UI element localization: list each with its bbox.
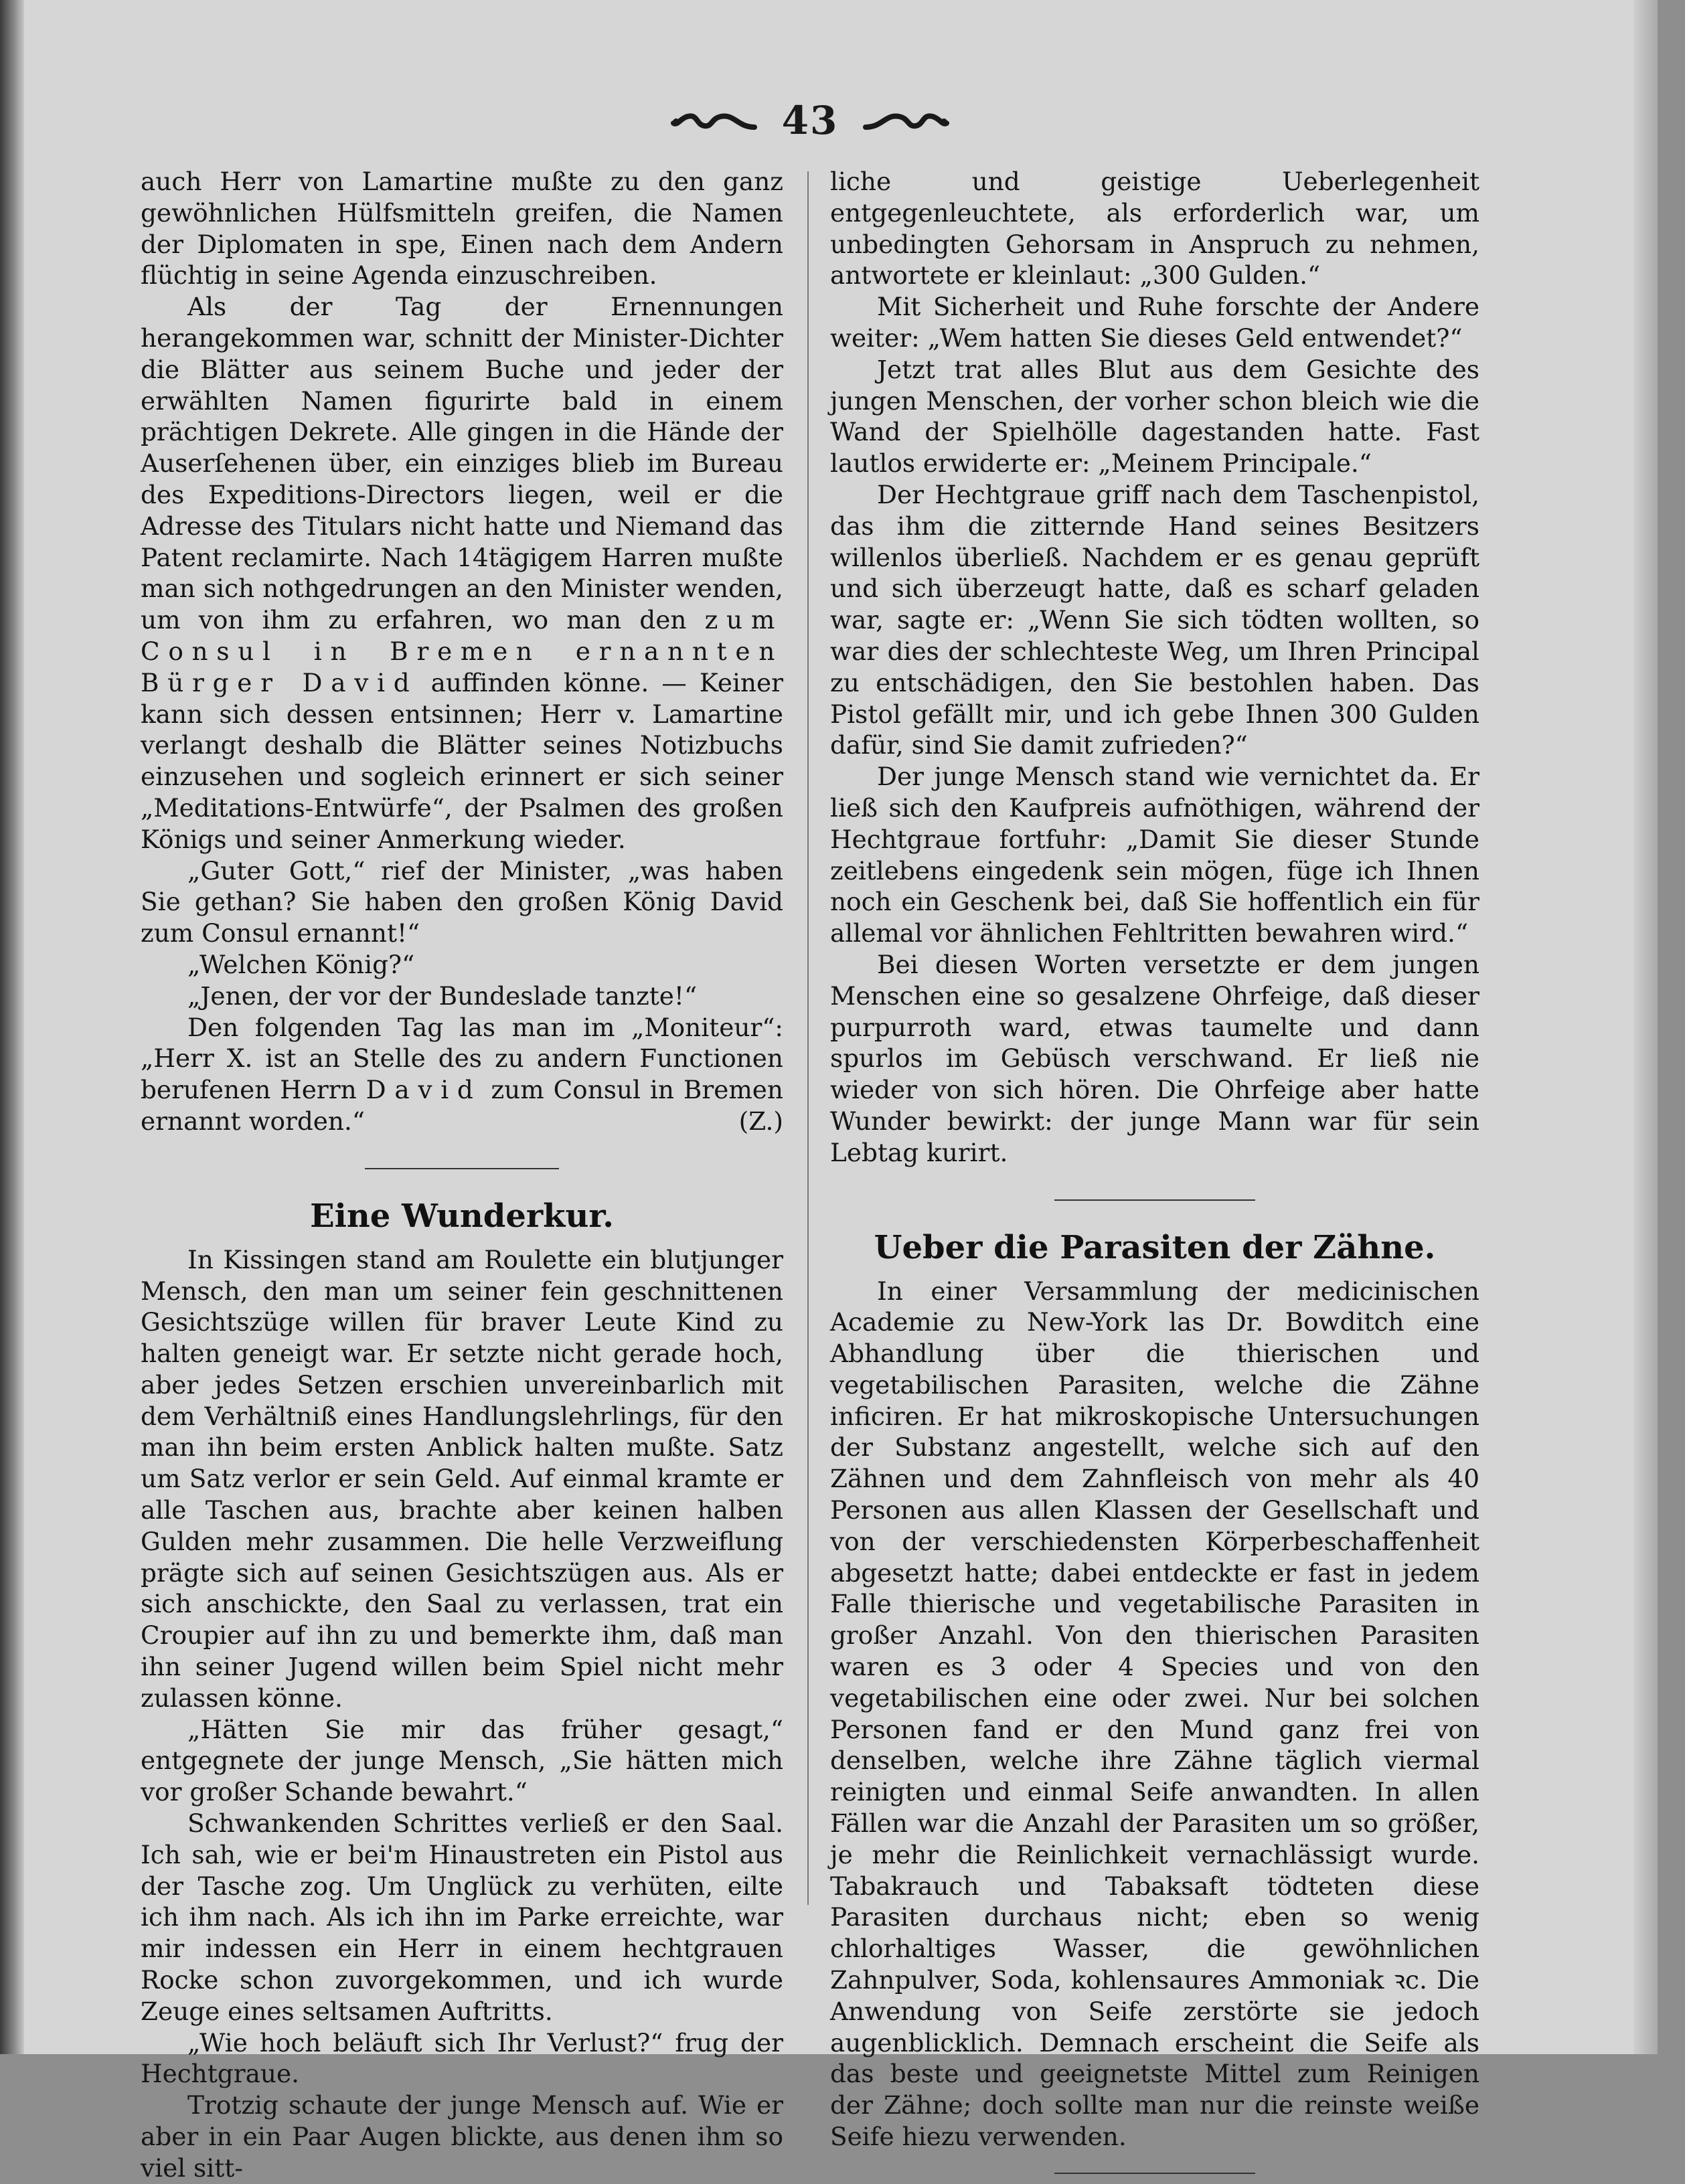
paragraph: „Hätten Sie mir das früher gesagt,“ entgegnete der junge Mensch, „Sie hätten mich vor großer Schande bewahrt.“ — [141, 1714, 783, 1807]
paragraph: Der Hechtgraue griff nach dem Taschenpistol, das ihm die zitternde Hand seines Besitzers willenlos überließ. Nachdem er es genau geprüft und sich überzeugt hatte, daß es scharf geladen war, sagte er: „Wenn Sie sich tödten wollten, so war dies der schlechteste Weg, um Ihren Principal zu entschädigen, den Sie bestohlen haben. Das Pistol gefällt mir, und ich gebe Ihnen 300 Gulden dafür, sind Sie damit zufrieden?“ — [830, 479, 1479, 760]
spaced-text: zum Consul in Bremen ernannten Bürger David — [141, 605, 783, 697]
page-number: 43 — [781, 98, 839, 143]
paragraph: „Guter Gott,“ rief der Minister, „was haben Sie gethan? Sie haben den großen König David zum Consul ernannt!“ — [141, 855, 783, 948]
paragraph: Mit Sicherheit und Ruhe forschte der Andere weiter: „Wem hatten Sie dieses Geld entwendet?“ — [830, 292, 1479, 353]
article-heading: Eine Wunderkur. — [310, 1197, 614, 1235]
right-ornament-icon — [862, 107, 949, 134]
paragraph-text: Als der Tag der Ernennungen herangekommen war, schnitt der Minister-Dichter die Blätter aus seinem Buche und jeder der erwählten Namen figurirte bald in einem prächtigen Dekrete. Alle gingen in die Hände der Auserſehenen über, ein einziges blieb im Bureau des Expeditions-Directors liegen, weil er die Adresse des Titulars nicht hatte und Niemand das Patent reclamirte. Nach 14tägigem Harren mußte man sich nothgedrungen an den Minister wenden, um von ihm zu erfahren, wo man den — [141, 292, 783, 635]
section-rule — [365, 1168, 559, 1169]
section-rule — [1054, 1199, 1255, 1201]
paragraph — [141, 1012, 783, 1137]
paragraph-text: zum Consul in Bremen ernannt worden.“ — [141, 1075, 783, 1136]
paragraph: „Jenen, der vor der Bundeslade tanzte!“ — [187, 981, 698, 1011]
paragraph: auch Herr von Lamartine mußte zu den ganz gewöhnlichen Hülfsmitteln greifen, die Namen der Diplomaten in spe, Einen nach dem Andern flüchtig in seine Agenda einzuschreiben. — [141, 167, 783, 290]
paragraph: In Kissingen stand am Roulette ein blutjunger Mensch, den man um seiner fein geschnittenen Gesichtszüge willen für braver Leute Kind zu halten geneigt war. Er setzte nicht gerade hoch, aber jedes Setzen erschien unvereinbarlich mit dem Verhältniß eines Handlungslehrlings, für den man ihn beim ersten Anblick halten mußte. Satz um Satz verlor er sein Geld. Auf einmal kramte er alle Taschen aus, brachte aber keinen halben Gulden mehr zusammen. Die helle Verzweiflung prägte sich auf seinen Gesichtszügen aus. Als er sich anschickte, den Saal zu verlassen, trat ein Croupier auf ihn zu und bemerkte ihm, daß man ihn seiner Jugend willen beim Spiel nicht mehr zulassen könne. — [141, 1244, 783, 1713]
article-heading: Ueber die Parasiten der Zähne. — [874, 1228, 1436, 1266]
page-header — [656, 94, 964, 147]
paragraph: Bei diesen Worten versetzte er dem jungen Menschen eine so gesalzene Ohrfeige, daß dieser purpurroth ward, etwas taumelte und dann spurlos im Gebüsch verschwand. Er ließ nie wieder von sich hören. Die Ohrfeige aber hatte Wunder bewirkt: der junge Mann war für sein Lebtag kurirt. — [830, 949, 1479, 1167]
paragraph-text: auffinden könne. — Keiner kann sich dessen entsinnen; Herr v. Lamartine verlangt deshalb die Blätter seines Notizbuchs einzusehen und sogleich erinnert er sich seiner „Meditations-Entwürfe“, der Psalmen des großen Königs und seiner Anmerkung wieder. — [141, 667, 784, 854]
paragraph — [141, 291, 783, 855]
paragraph: In einer Versammlung der medicinischen Academie zu New-York las Dr. Bowditch eine Abhandlung über die thierischen und vegetabilischen Parasiten, welche die Zähne inficiren. Er hat mikroskopische Untersuchungen der Substanz angestellt, welche sich auf den Zähnen und dem Zahnfleisch von mehr als 40 Personen aus allen Klassen der Gesellschaft und von der verschiedensten Körperbeschaffenheit abgesetzt hatte; dabei entdeckte er fast in jedem Falle thierische und vegetabilische Parasiten in großer Anzahl. Von den thierischen Parasiten waren es 3 oder 4 Species und von den vegetabilischen eine oder zwei. Nur bei solchen Personen fand er den Mund ganz frei von denselben, welche ihre Zähne täglich viermal reinigten und einmal Seife anwandten. In allen Fällen war die Anzahl der Parasiten um so größer, je mehr die Reinlichkeit vernachlässigt wurde. Tabakrauch und Tabaksaft tödteten diese Parasiten durchaus nicht; eben so wenig chlorhaltiges Wasser, die gewöhnlichen Zahnpulver, Soda, kohlensaures Ammoniak ꝛc. Die Anwendung von Seife zerstörte sie jedoch augenblicklich. Demnach erscheint die Seife als das beste und geeignetste Mittel zum Reinigen der Zähne; doch sollte man nur die reinste weiße Seife hiezu verwenden. — [830, 1276, 1479, 2152]
right-column — [830, 166, 1479, 2174]
paragraph: „Welchen König?“ — [187, 949, 415, 979]
paragraph: „Wie hoch beläuft sich Ihr Verlust?“ frug der Hechtgraue. — [141, 2027, 783, 2089]
paragraph: Schwankenden Schrittes verließ er den Saal. Ich sah, wie er bei'm Hinaustreten ein Pistol aus der Tasche zog. Um Unglück zu verhüten, eilte ich ihm nach. Als ich ihn im Parke erreichte, war mir indessen ein Herr in einem hechtgrauen Rocke schon zuvorgekommen, und ich wurde Zeuge eines seltsamen Auftritts. — [141, 1809, 783, 2026]
left-ornament-icon — [671, 107, 758, 134]
paragraph: Der junge Mensch stand wie vernichtet da. Er ließ sich den Kaufpreis aufnöthigen, während der Hechtgraue fortfuhr: „Damit Sie dieser Stunde zeitlebens eingedenk sein mögen, füge ich Ihnen noch ein Geschenk bei, daß Sie hoffentlich ein für allemal vor ähnlichen Fehltritten bewahren wird.“ — [830, 762, 1479, 948]
closing-rule — [1054, 2173, 1255, 2174]
page-edge — [1633, 0, 1658, 2054]
paragraph: Trotzig schaute der junge Mensch auf. Wie er aber in ein Paar Augen blickte, aus denen ihm so viel sitt- — [141, 2090, 783, 2183]
author-signature: (Z.) — [738, 1106, 783, 1136]
column-divider — [807, 171, 809, 1905]
paragraph-text: Den folgenden Tag las man im „Moniteur“: „Herr X. ist an Stelle des zu andern Functionen berufenen Herrn — [141, 1012, 783, 1105]
paragraph: liche und geistige Ueberlegenheit entgegenleuchtete, als erforderlich war, um unbedingten Gehorsam in Anspruch zu nehmen, antwortete er kleinlaut: „300 Gulden.“ — [830, 167, 1479, 290]
spaced-text: David — [366, 1075, 482, 1105]
left-column — [141, 166, 783, 2184]
book-spine-shadow — [0, 0, 24, 2054]
paragraph: Jetzt trat alles Blut aus dem Gesichte des jungen Menschen, der vorher schon bleich wie die Wand der Spielhölle dagestanden hatte. Fast lautlos erwiderte er: „Meinem Principale.“ — [830, 354, 1479, 479]
